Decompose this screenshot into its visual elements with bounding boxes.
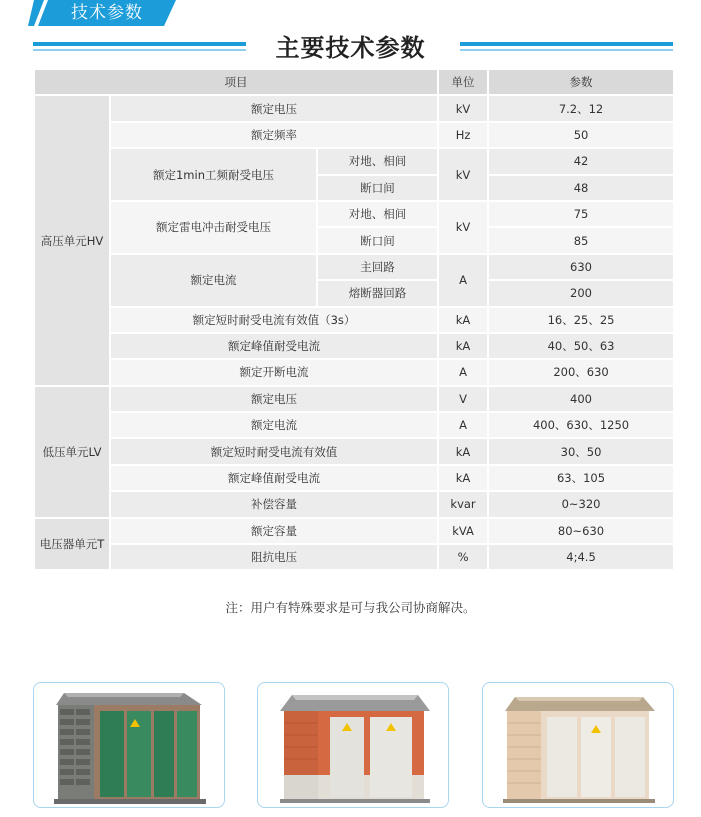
cell-value: 16、25、25 — [488, 307, 674, 333]
table-row — [34, 412, 674, 438]
cell-label: 额定短时耐受电流有效值（3s） — [110, 307, 438, 333]
cell-unit: A — [438, 254, 488, 307]
cell-label: 补偿容量 — [110, 491, 438, 517]
cell-label: 额定1min工频耐受电压 — [110, 148, 317, 201]
cell-value: 7.2、12 — [488, 95, 674, 121]
cell-value: 40、50、63 — [488, 333, 674, 359]
cell-value: 200、630 — [488, 359, 674, 385]
cell-value: 4;4.5 — [488, 544, 674, 570]
cell-label: 阻抗电压 — [110, 544, 438, 570]
cell-unit: kV — [438, 201, 488, 254]
cell-unit: kV — [438, 95, 488, 121]
cell-unit: kA — [438, 307, 488, 333]
cell-unit: % — [438, 544, 488, 570]
cell-value: 50 — [488, 122, 674, 148]
table-row — [34, 518, 674, 544]
title-row — [0, 28, 701, 68]
cell-value: 75 — [488, 201, 674, 227]
cell-label: 额定峰值耐受电流 — [110, 465, 438, 491]
section-tag — [28, 0, 176, 26]
cell-label: 额定峰值耐受电流 — [110, 333, 438, 359]
substation-photo-beige — [482, 682, 674, 808]
cell-unit: kvar — [438, 491, 488, 517]
table-row — [34, 201, 674, 227]
cell-unit: V — [438, 386, 488, 412]
section-tag-label: 技术参数 — [71, 3, 143, 23]
cell-value: 400、630、1250 — [488, 412, 674, 438]
table-row — [34, 359, 674, 385]
header-value: 参数 — [488, 69, 674, 95]
cell-unit: Hz — [438, 122, 488, 148]
table-row — [34, 438, 674, 464]
cell-label: 额定雷电冲击耐受电压 — [110, 201, 317, 254]
cell-label: 额定短时耐受电流有效值 — [110, 438, 438, 464]
table-row — [34, 333, 674, 359]
cell-value: 48 — [488, 175, 674, 201]
table-row — [34, 386, 674, 412]
cell-value: 85 — [488, 227, 674, 253]
cell-unit: A — [438, 412, 488, 438]
cell-value: 400 — [488, 386, 674, 412]
cell-sub-label: 断口间 — [317, 175, 438, 201]
cell-unit: kA — [438, 465, 488, 491]
cell-unit: kA — [438, 333, 488, 359]
cell-unit: kV — [438, 148, 488, 201]
page-title: 主要技术参数 — [275, 34, 426, 62]
substation-photo-green-doors — [33, 682, 225, 808]
header-item: 项目 — [34, 69, 438, 95]
section-hv: 高压单元HV — [34, 95, 110, 385]
section-t: 电压器单元T — [34, 518, 110, 571]
cell-value: 630 — [488, 254, 674, 280]
cell-unit: A — [438, 359, 488, 385]
cell-sub-label: 对地、相间 — [317, 148, 438, 174]
section-lv: 低压单元LV — [34, 386, 110, 518]
cell-value: 63、105 — [488, 465, 674, 491]
cell-value: 30、50 — [488, 438, 674, 464]
table-row — [34, 307, 674, 333]
cell-label: 额定电压 — [110, 95, 438, 121]
cell-value: 200 — [488, 280, 674, 306]
spec-table — [33, 68, 675, 571]
table-header-row — [34, 69, 674, 95]
cell-value: 42 — [488, 148, 674, 174]
cell-label: 额定频率 — [110, 122, 438, 148]
table-row — [34, 254, 674, 280]
cell-sub-label: 主回路 — [317, 254, 438, 280]
cell-sub-label: 断口间 — [317, 227, 438, 253]
cell-label: 额定容量 — [110, 518, 438, 544]
header-unit: 单位 — [438, 69, 488, 95]
cell-value: 80~630 — [488, 518, 674, 544]
cell-sub-label: 熔断器回路 — [317, 280, 438, 306]
substation-photo-brick — [257, 682, 449, 808]
cell-sub-label: 对地、相间 — [317, 201, 438, 227]
table-row — [34, 95, 674, 121]
cell-value: 0~320 — [488, 491, 674, 517]
table-row — [34, 148, 674, 174]
cell-label: 额定电流 — [110, 254, 317, 307]
table-row — [34, 544, 674, 570]
footnote: 注：用户有特殊要求是可与我公司协商解决。 — [225, 600, 476, 615]
cell-label: 额定开断电流 — [110, 359, 438, 385]
table-row — [34, 491, 674, 517]
cell-label: 额定电流 — [110, 412, 438, 438]
table-row — [34, 122, 674, 148]
cell-unit: kA — [438, 438, 488, 464]
cell-label: 额定电压 — [110, 386, 438, 412]
cell-unit: kVA — [438, 518, 488, 544]
table-row — [34, 465, 674, 491]
